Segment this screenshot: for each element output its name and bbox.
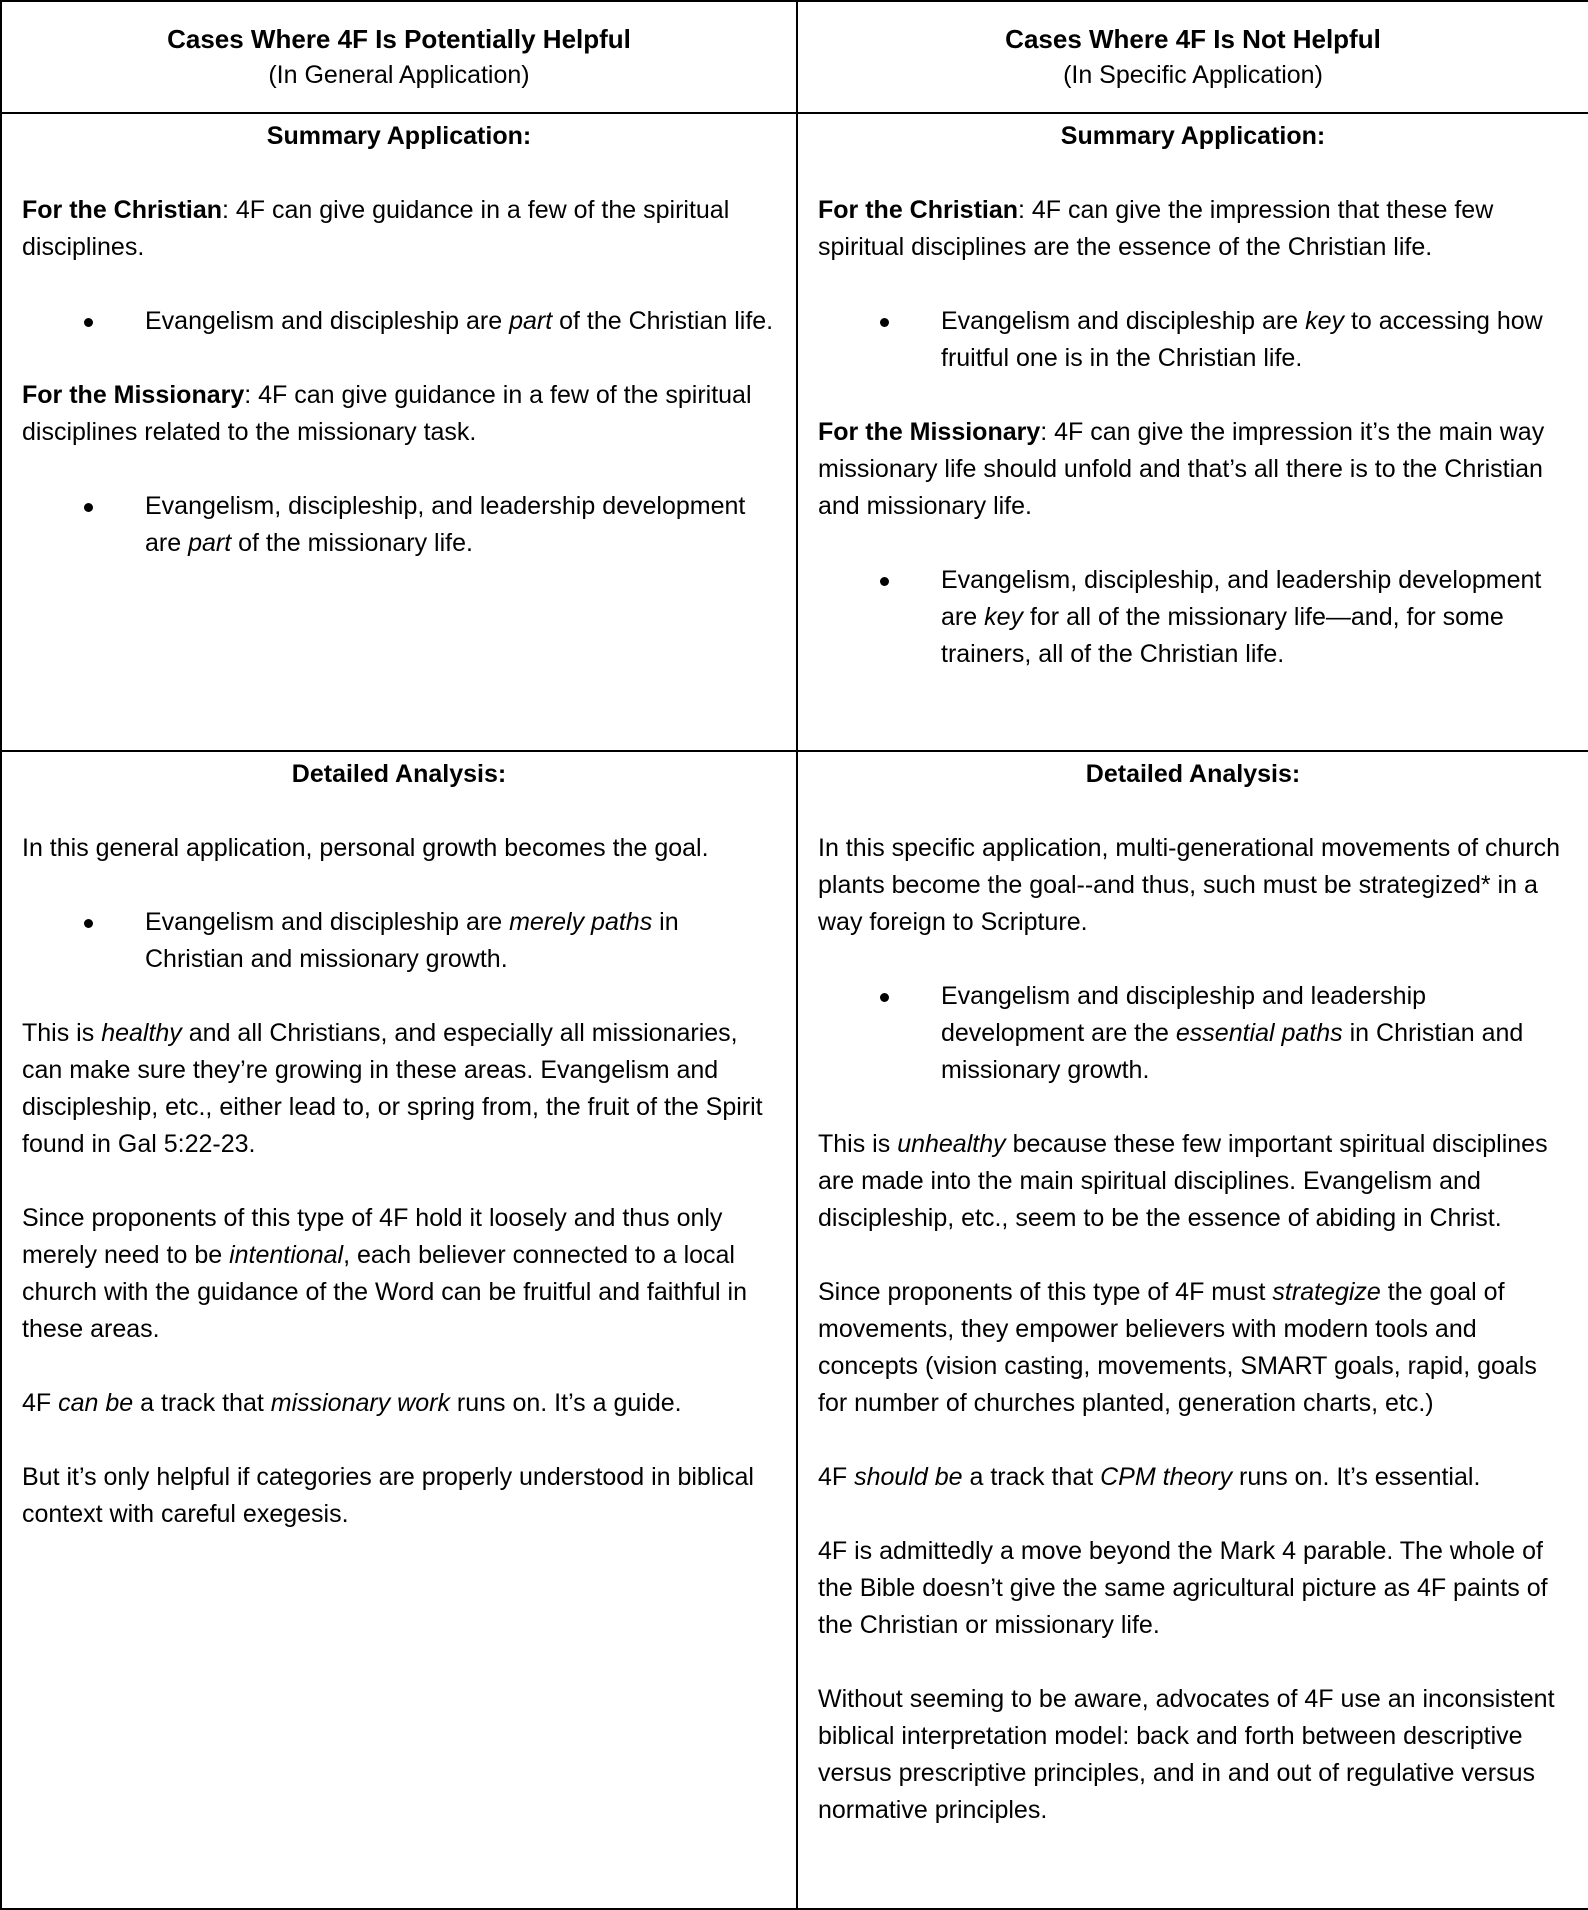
list-item [22, 488, 776, 562]
paragraph: But it’s only helpful if categories are properly understood in biblical context with careful exegesis. [22, 1463, 754, 1528]
bullet-text: for all of the missionary life—and, for some trainers, all of the Christian life. [941, 603, 1504, 668]
paragraph-text: Since proponents of this type of 4F must [818, 1278, 1273, 1306]
missionary-bullet-list [818, 562, 1568, 673]
intro-paragraph: In this general application, personal growth becomes the goal. [22, 834, 709, 862]
paragraph-text: 4F [22, 1389, 59, 1417]
christian-bullet-list [818, 303, 1568, 377]
paragraph-text: runs on. It’s essential. [1232, 1463, 1481, 1491]
emphasis-text: part [188, 529, 232, 557]
christian-label: For the Christian [22, 196, 223, 224]
emphasis-text: essential paths [1175, 1019, 1343, 1047]
bullet-icon [84, 503, 93, 512]
bullet-text: Evangelism, discipleship, and leadership development are [145, 492, 746, 557]
paragraph-text: , each believer connected to a local church with the guidance of the Word can be fruitful and faithful in these areas. [22, 1241, 747, 1343]
summary-row [1, 113, 1588, 751]
paragraph [22, 1200, 776, 1348]
bullet-text: Evangelism and discipleship and leadership development are the [941, 982, 1427, 1047]
christian-paragraph [818, 192, 1568, 266]
emphasis-text: key [1305, 307, 1344, 335]
column-subtitle-not-helpful: (In Specific Application) [1063, 61, 1323, 89]
missionary-text: : 4F can give guidance in a few of the spiritual disciplines related to the missionary task. [22, 381, 752, 446]
list-item [818, 562, 1568, 673]
emphasis-text: part [509, 307, 553, 335]
header-cell-helpful [1, 1, 797, 113]
paragraph: 4F is admittedly a move beyond the Mark 4 parable. The whole of the Bible doesn’t give the same agricultural picture as 4F paints of the Christian or missionary life. [818, 1537, 1548, 1639]
bullet-text: Evangelism, discipleship, and leadership development are [941, 566, 1542, 631]
emphasis-text: intentional [229, 1241, 344, 1269]
bullet-icon [880, 993, 889, 1002]
paragraph-text: a track that [962, 1463, 1101, 1491]
detailed-row [1, 751, 1588, 1909]
christian-bullet-list [22, 303, 776, 340]
paragraph-text: This is [22, 1019, 102, 1047]
list-item [22, 303, 776, 340]
paragraph-text: This is [818, 1130, 898, 1158]
summary-cell-not-helpful [797, 113, 1588, 751]
missionary-label: For the Missionary [22, 381, 245, 409]
bullet-text: in Christian and missionary growth. [941, 1019, 1524, 1084]
paragraph [22, 1015, 776, 1163]
paragraph-text: because these few important spiritual disciplines are made into the main spiritual disciplines. Evangelism and discipleship, etc., seem to be the essence of abiding in Christ. [818, 1130, 1548, 1232]
missionary-bullet-list [22, 488, 776, 562]
header-cell-not-helpful [797, 1, 1588, 113]
detailed-cell-helpful [1, 751, 797, 1909]
emphasis-text: CPM theory [1100, 1463, 1233, 1491]
bullet-text: of the Christian life. [552, 307, 774, 335]
section-heading: Summary Application: [1060, 122, 1326, 150]
emphasis-text: unhealthy [897, 1130, 1006, 1158]
paragraph-text: Since proponents of this type of 4F hold it loosely and thus only merely need to be [22, 1204, 723, 1269]
bullet-text: Evangelism and discipleship are [941, 307, 1306, 335]
detailed-cell-not-helpful [797, 751, 1588, 1909]
paragraph-text: the goal of movements, they empower believers with modern tools and concepts (vision casting, movements, SMART goals, rapid, goals for number of churches planted, generation charts, etc.) [818, 1278, 1537, 1417]
emphasis-text: healthy [101, 1019, 182, 1047]
section-heading: Detailed Analysis: [1085, 760, 1301, 788]
bullet-text: to accessing how fruitful one is in the Christian life. [941, 307, 1543, 372]
paragraph [818, 1459, 1568, 1496]
christian-paragraph [22, 192, 776, 266]
bullet-icon [84, 318, 93, 327]
bullet-text: Evangelism and discipleship are [145, 908, 510, 936]
section-heading: Summary Application: [266, 122, 532, 150]
emphasis-text: merely paths [509, 908, 653, 936]
section-heading: Detailed Analysis: [291, 760, 507, 788]
christian-text: : 4F can give the impression that these few spiritual disciplines are the essence of the Christian life. [818, 196, 1494, 261]
paragraph [818, 1126, 1568, 1237]
paragraph [818, 1274, 1568, 1422]
summary-cell-helpful [1, 113, 797, 751]
missionary-text: : 4F can give the impression it’s the main way missionary life should unfold and that’s all there is to the Christian and missionary life. [818, 418, 1545, 520]
detail-bullet-list [22, 904, 776, 978]
list-item [818, 303, 1568, 377]
column-title-helpful: Cases Where 4F Is Potentially Helpful [167, 24, 631, 54]
missionary-label: For the Missionary [818, 418, 1041, 446]
column-subtitle-helpful: (In General Application) [268, 61, 530, 89]
bullet-icon [880, 318, 889, 327]
paragraph-text: runs on. It’s a guide. [449, 1389, 682, 1417]
bullet-icon [84, 919, 93, 928]
list-item [22, 904, 776, 978]
bullet-icon [880, 577, 889, 586]
header-row [1, 1, 1588, 113]
bullet-text: Evangelism and discipleship are [145, 307, 510, 335]
paragraph-text: 4F [818, 1463, 855, 1491]
paragraph [22, 1385, 776, 1422]
emphasis-text: missionary work [270, 1389, 450, 1417]
list-item [818, 978, 1568, 1089]
missionary-paragraph [22, 377, 776, 451]
paragraph-text: a track that [133, 1389, 271, 1417]
emphasis-text: can be [58, 1389, 134, 1417]
christian-label: For the Christian [818, 196, 1019, 224]
bullet-text: in Christian and missionary growth. [145, 908, 679, 973]
paragraph-text: and all Christians, and especially all missionaries, can make sure they’re growing in these areas. Evangelism and discipleship, etc., either lead to, or spring from, the fruit of the Spirit found in Gal 5:22-23. [22, 1019, 763, 1158]
paragraph: Without seeming to be aware, advocates of 4F use an inconsistent biblical interpretation model: back and forth between descriptive versus prescriptive principles, and in and out of regulative versus normative principles. [818, 1685, 1555, 1824]
emphasis-text: strategize [1272, 1278, 1381, 1306]
column-title-not-helpful: Cases Where 4F Is Not Helpful [1005, 24, 1381, 54]
christian-text: : 4F can give guidance in a few of the spiritual disciplines. [22, 196, 730, 261]
intro-paragraph: In this specific application, multi-generational movements of church plants become the goal--and thus, such must be strategized* in a way foreign to Scripture. [818, 834, 1561, 936]
bullet-text: of the missionary life. [231, 529, 473, 557]
emphasis-text: key [984, 603, 1023, 631]
emphasis-text: should be [854, 1463, 963, 1491]
detail-bullet-list [818, 978, 1568, 1089]
missionary-paragraph [818, 414, 1568, 525]
